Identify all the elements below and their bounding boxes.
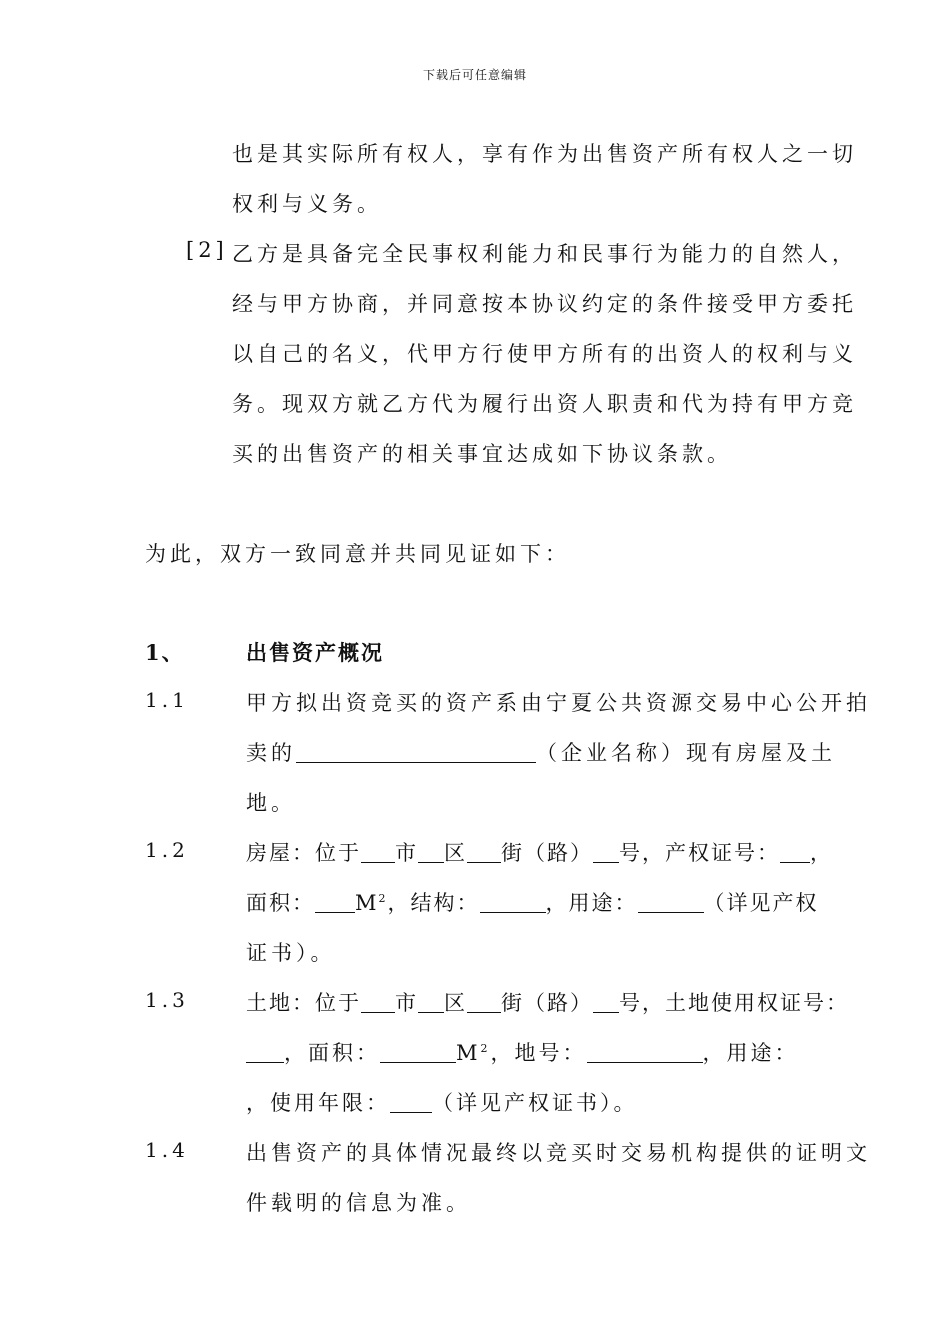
- clause-1-2-text: 房屋：位于: [246, 841, 361, 865]
- clause-1-4-number: 1.4: [145, 1138, 189, 1162]
- clause-1-2-line-2: [246, 887, 819, 917]
- clause-1-2-line-1: [246, 837, 833, 867]
- item-2-line-3: 以自己的名义，代甲方行使甲方所有的出资人的权利与义: [232, 342, 857, 366]
- clause-1-3-text: 土地：位于: [246, 991, 361, 1015]
- clause-1-1-line-1: 甲方拟出资竞买的资产系由宁夏公共资源交易中心公开拍: [246, 691, 871, 715]
- agreement-line: 为此，双方一致同意并共同见证如下：: [145, 542, 570, 566]
- clause-1-2-text: 街（路）: [501, 841, 593, 865]
- clause-1-3-text: 街（路）: [501, 991, 593, 1015]
- intro-line-2: 权利与义务。: [232, 192, 382, 216]
- house-area-blank[interactable]: [315, 891, 355, 913]
- house-number-blank[interactable]: [593, 841, 619, 863]
- clause-1-2-text: 市: [395, 841, 418, 865]
- clause-1-2-text: 号，产权证号：: [619, 841, 780, 865]
- clause-1-3-line-2: [246, 1037, 799, 1067]
- clause-1-2-number: 1.2: [145, 838, 189, 862]
- item-2-line-5: 买的出售资产的相关事宜达成如下协议条款。: [232, 442, 732, 466]
- land-district-blank[interactable]: [418, 991, 444, 1013]
- clause-1-3-line-1: [246, 987, 849, 1017]
- land-number-blank[interactable]: [593, 991, 619, 1013]
- clause-1-3-text: ，地号：: [490, 1041, 587, 1065]
- clause-1-1-text-b: （企业名称）现有房屋及土: [536, 741, 836, 765]
- item-2-marker: [2]: [186, 238, 228, 262]
- clause-1-3-text: ，面积：: [284, 1041, 380, 1065]
- section-1-number: 1、: [145, 640, 185, 665]
- clause-1-4-line-2: 件载明的信息为准。: [246, 1191, 471, 1215]
- land-term-blank[interactable]: [390, 1091, 432, 1113]
- clause-1-1-line-3: 地。: [246, 791, 296, 815]
- item-2-line-1: 乙方是具备完全民事权利能力和民事行为能力的自然人，: [232, 242, 857, 266]
- clause-1-3-number: 1.3: [145, 988, 189, 1012]
- clause-1-2-text: M: [355, 891, 379, 915]
- clause-1-4-line-1: 出售资产的具体情况最终以竞买时交易机构提供的证明文: [246, 1141, 871, 1165]
- clause-1-3-text: ，使用年限：: [246, 1091, 390, 1115]
- land-certificate-blank[interactable]: [246, 1041, 284, 1063]
- house-street-blank[interactable]: [467, 841, 501, 863]
- clause-1-2-text: ，: [810, 841, 833, 865]
- clause-1-1-text-a: 卖的: [246, 741, 296, 765]
- house-usage-blank[interactable]: [638, 891, 704, 913]
- clause-1-3-text: 市: [395, 991, 418, 1015]
- land-street-blank[interactable]: [467, 991, 501, 1013]
- clause-1-2-text: ，结构：: [387, 891, 480, 915]
- area-unit-superscript: 2: [378, 892, 388, 905]
- clause-1-3-text: ，用途：: [702, 1041, 799, 1065]
- land-area-blank[interactable]: [380, 1041, 456, 1063]
- intro-line-1: 也是其实际所有权人，享有作为出售资产所有权人之一切: [232, 142, 857, 166]
- clause-1-1-line-2: [246, 737, 836, 767]
- land-lot-number-blank[interactable]: [587, 1041, 703, 1063]
- clause-1-3-text: M: [456, 1041, 481, 1065]
- clause-1-2-line-3: 证书）。: [246, 941, 336, 965]
- company-name-blank[interactable]: [296, 741, 536, 763]
- clause-1-1-number: 1.1: [145, 688, 189, 712]
- house-structure-blank[interactable]: [480, 891, 546, 913]
- area-unit-superscript: 2: [480, 1042, 491, 1055]
- item-2-line-4: 务。现双方就乙方代为履行出资人职责和代为持有甲方竞: [232, 392, 857, 416]
- house-district-blank[interactable]: [418, 841, 444, 863]
- land-city-blank[interactable]: [361, 991, 395, 1013]
- clause-1-3-line-3: [246, 1087, 638, 1117]
- clause-1-2-text: 区: [444, 841, 467, 865]
- clause-1-3-text: 号，土地使用权证号：: [619, 991, 849, 1015]
- clause-1-3-text: 区: [444, 991, 467, 1015]
- clause-1-2-text: 面积：: [246, 891, 315, 915]
- item-2-line-2: 经与甲方协商，并同意按本协议约定的条件接受甲方委托: [232, 292, 857, 316]
- house-city-blank[interactable]: [361, 841, 395, 863]
- clause-1-2-text: （详见产权: [703, 891, 819, 915]
- house-certificate-blank[interactable]: [780, 841, 810, 863]
- section-1-title: 出售资产概况: [246, 640, 384, 665]
- page-header: 下载后可任意编辑: [422, 68, 527, 82]
- clause-1-3-text: （详见产权证书）。: [432, 1091, 638, 1115]
- clause-1-2-text: ，用途：: [545, 891, 638, 915]
